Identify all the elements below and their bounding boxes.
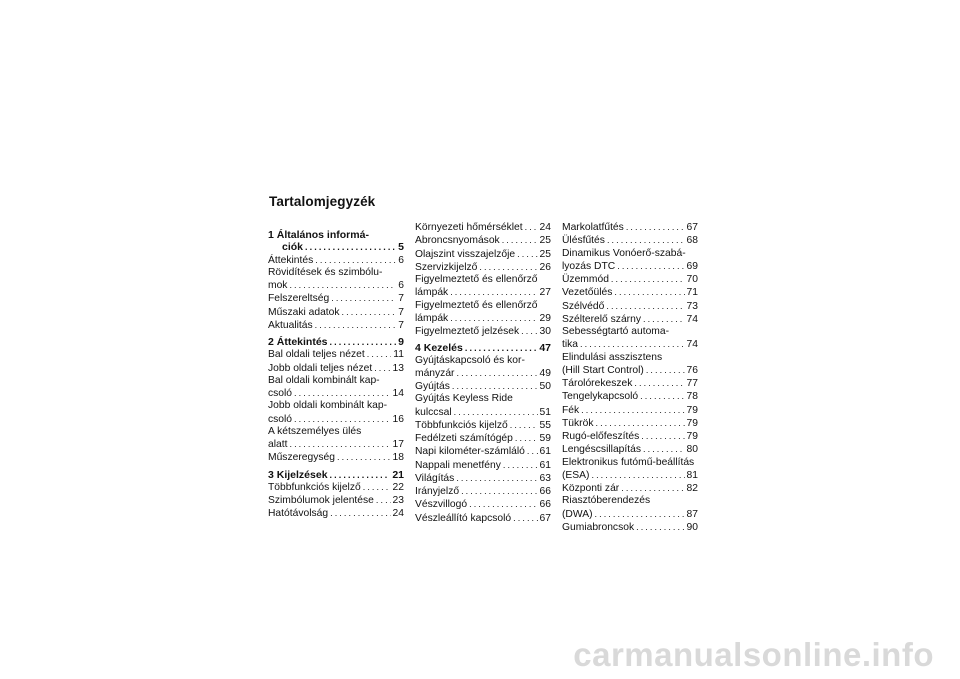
toc-chapter[interactable] (415, 342, 551, 354)
toc-column-3 (562, 221, 698, 534)
toc-entry[interactable] (562, 417, 698, 430)
toc-entry[interactable] (562, 234, 698, 247)
toc-page-number: 79 (686, 417, 698, 429)
toc-entry-title-line: Gyújtás Keyless Ride (415, 393, 513, 405)
toc-page-number: 69 (686, 260, 698, 272)
toc-entry[interactable] (415, 261, 551, 274)
dot-leader (646, 364, 685, 376)
toc-page-number: 13 (392, 362, 404, 374)
toc-entry-title: Tárolórekeszek (562, 378, 633, 389)
toc-entry-title: Ülésfűtés (562, 235, 605, 247)
toc-entry-title-line: Elektronikus futómű-beállítás (562, 456, 695, 468)
toc-entry[interactable] (415, 498, 551, 511)
toc-entry-title: Gumiabroncsok (562, 521, 635, 533)
toc-entry-title: Vészvillogó (415, 499, 468, 511)
toc-entry-title: 3 Kijelzések (268, 468, 328, 481)
toc-page-number: 71 (686, 287, 698, 299)
watermark: carmanualsonline.info (573, 636, 934, 673)
toc-entry-title: Markolatfűtés (562, 222, 624, 233)
toc-column-2 (415, 221, 551, 525)
dot-leader (452, 380, 538, 392)
dot-leader (330, 469, 391, 481)
toc-entry-title: Tengelykapcsoló (562, 391, 639, 403)
toc-chapter[interactable] (268, 229, 404, 254)
toc-entry-title: Felszereltség (268, 293, 330, 305)
toc-entry-title-line: Figyelmeztető és ellenőrző (415, 299, 538, 311)
toc-entry[interactable] (268, 451, 404, 464)
toc-page-number: 80 (686, 444, 698, 456)
toc-page-number: 26 (539, 261, 551, 273)
toc-entry-title: Vezetőülés (562, 287, 613, 299)
toc-page-number: 50 (539, 381, 551, 392)
toc-entry-title-line: Elindulási asszisztens (562, 351, 663, 363)
toc-entry-title: lámpák (415, 312, 449, 324)
toc-page-number: 9 (398, 336, 404, 348)
toc-page-number: 87 (686, 508, 698, 520)
dot-leader (634, 377, 684, 389)
toc-entry-title: Olajszint visszajelzője (415, 248, 516, 260)
dot-leader (456, 472, 537, 484)
dot-leader (643, 443, 685, 455)
toc-page-number: 25 (539, 235, 551, 247)
dot-leader (503, 459, 538, 471)
dot-leader (606, 300, 684, 312)
toc-entry-title: Lengéscsillapítás (562, 444, 641, 456)
toc-page-number: 6 (398, 254, 404, 266)
toc-page-number: 6 (398, 280, 404, 291)
toc-entry[interactable] (415, 274, 551, 300)
toc-entry-title: (DWA) (562, 508, 593, 520)
toc-entry[interactable] (268, 507, 404, 520)
toc-entry-title-line: Riasztóberendezés (562, 495, 651, 507)
dot-leader (315, 319, 397, 331)
toc-page-number: 74 (686, 339, 698, 351)
toc-entry-title: Fedélzeti számítógép (415, 433, 513, 444)
toc-entry-title: Vészleállító kapcsoló (415, 512, 512, 524)
toc-entry[interactable] (415, 485, 551, 498)
toc-entry-title: Központi zár (562, 483, 620, 494)
dot-leader (611, 273, 685, 285)
dot-leader (591, 469, 684, 481)
toc-page-number: 47 (539, 342, 551, 355)
toc-page-number: 17 (392, 439, 404, 450)
dot-leader (294, 413, 390, 425)
toc-entry-title: Gyújtás (415, 381, 450, 392)
toc-entry-title: lyozás DTC (562, 260, 616, 272)
toc-page-number: 5 (398, 241, 404, 254)
toc-entry[interactable] (415, 248, 551, 261)
toc-entry-title-line: Jobb oldali kombinált kap- (268, 400, 388, 412)
toc-entry[interactable] (562, 457, 698, 483)
toc-entry-title: Abroncsnyomások (415, 235, 500, 247)
dot-leader (607, 234, 685, 246)
toc-entry-title-line: 1 Általános informá- (268, 229, 369, 241)
toc-page-number: 24 (392, 508, 404, 520)
dot-leader (621, 482, 684, 494)
toc-page-number: 74 (686, 313, 698, 325)
toc-page-number: 51 (539, 406, 551, 418)
dot-leader (636, 521, 684, 533)
toc-page-number: 61 (539, 459, 551, 471)
toc-entry[interactable] (415, 234, 551, 247)
toc-entry-title: mok (268, 280, 288, 291)
toc-entry-title-line: Rövidítések és szimbólu- (268, 266, 383, 278)
toc-entry[interactable] (562, 430, 698, 443)
toc-entry-title: ciók (282, 241, 304, 254)
toc-page-number: 30 (539, 326, 551, 337)
toc-entry[interactable] (415, 459, 551, 472)
toc-entry[interactable] (562, 300, 698, 313)
toc-entry[interactable] (562, 377, 698, 390)
toc-entry-title: csoló (268, 388, 293, 399)
dot-leader (525, 221, 538, 233)
toc-entry[interactable] (268, 481, 404, 494)
toc-entry[interactable] (415, 300, 551, 326)
dot-leader (342, 306, 397, 318)
toc-page-number: 21 (392, 468, 404, 481)
toc-entry[interactable] (562, 286, 698, 299)
toc-page-number: 67 (539, 512, 551, 524)
dot-leader (513, 512, 537, 524)
toc-entry-title: Tükrök (562, 417, 594, 429)
toc-page-number: 79 (686, 431, 698, 442)
toc-entry[interactable] (268, 254, 404, 267)
dot-leader (450, 286, 537, 298)
dot-leader (315, 254, 396, 266)
toc-entry[interactable] (562, 352, 698, 378)
toc-entry-title: Áttekintés (268, 254, 314, 266)
toc-entry-title-line: Gyújtáskapcsoló és kor- (415, 354, 525, 366)
dot-leader (502, 234, 538, 246)
toc-entry[interactable] (268, 426, 404, 452)
toc-page-number: 68 (686, 235, 698, 247)
toc-page-number: 70 (686, 274, 698, 285)
dot-leader (521, 325, 537, 337)
toc-entry-title: tika (562, 339, 579, 351)
toc-entry-title: Bal oldali teljes nézet (268, 349, 365, 361)
dot-leader (454, 406, 538, 418)
toc-entry-title: Figyelmeztető jelzések (415, 326, 520, 337)
toc-entry-title: Rugó-előfeszítés (562, 431, 640, 442)
dot-leader (640, 390, 684, 402)
toc-entry[interactable] (415, 380, 551, 393)
dot-leader (461, 485, 537, 497)
toc-page-number: 59 (539, 433, 551, 444)
toc-entry[interactable] (562, 273, 698, 286)
dot-leader (465, 342, 537, 354)
dot-leader (330, 336, 397, 348)
toc-chapter[interactable] (268, 469, 404, 481)
toc-entry-title: kulccsal (415, 406, 452, 418)
dot-leader (527, 445, 538, 457)
toc-page-number: 22 (392, 481, 404, 493)
toc-entry-title: Környezeti hőmérséklet (415, 222, 523, 233)
page-title: Tartalomjegyzék (269, 194, 376, 209)
dot-leader (330, 507, 390, 519)
toc-entry-title: Szimbólumok jelentése (268, 495, 374, 506)
toc-entry-title: 2 Áttekintés (268, 336, 328, 348)
toc-page-number: 29 (539, 312, 551, 324)
toc-page-number: 90 (686, 521, 698, 533)
toc-page-number: 66 (539, 499, 551, 511)
toc-entry-title: Műszeregység (268, 452, 335, 464)
toc-entry-title-line: Dinamikus Vonóerő-szabá- (562, 247, 686, 259)
toc-entry-title: csoló (268, 413, 293, 425)
dot-leader (374, 362, 390, 374)
toc-entry-title: Szervizkijelző (415, 261, 478, 273)
toc-page-number: 81 (686, 469, 698, 481)
toc-entry-title: alatt (268, 439, 288, 450)
toc-entry[interactable] (268, 362, 404, 375)
toc-entry[interactable] (562, 248, 698, 274)
toc-entry[interactable] (268, 494, 404, 507)
dot-leader (614, 286, 684, 298)
toc-entry[interactable] (415, 393, 551, 419)
toc-entry-title: Műszaki adatok (268, 306, 340, 318)
toc-entry[interactable] (268, 267, 404, 293)
toc-entry[interactable] (562, 495, 698, 521)
dot-leader (641, 430, 684, 442)
toc-entry[interactable] (268, 348, 404, 361)
toc-entry[interactable] (562, 221, 698, 234)
toc-entry[interactable] (268, 319, 404, 332)
toc-entry-title: 4 Kezelés (415, 342, 463, 355)
dot-leader (289, 279, 396, 291)
toc-entry-title: (ESA) (562, 469, 590, 481)
toc-page-number: 11 (393, 349, 404, 361)
toc-chapter[interactable] (268, 336, 404, 348)
dot-leader (367, 348, 392, 360)
toc-entry[interactable] (268, 400, 404, 426)
dot-leader (363, 481, 391, 493)
toc-entry-title-line: Sebességtartó automa- (562, 326, 670, 337)
toc-page-number: 14 (392, 388, 404, 399)
toc-entry-title: Napi kilométer-számláló (415, 446, 525, 458)
toc-entry-title: (Hill Start Control) (562, 364, 644, 376)
toc-page-number: 7 (398, 293, 404, 305)
dot-leader (626, 221, 685, 233)
toc-entry-title: Irányjelző (415, 486, 460, 497)
toc-entry[interactable] (415, 445, 551, 458)
toc-entry-title: Fék (562, 404, 580, 416)
toc-column-1 (268, 229, 404, 521)
toc-entry-title: Aktualitás (268, 319, 313, 331)
toc-entry[interactable] (415, 221, 551, 234)
dot-leader (305, 241, 396, 253)
toc-page-number: 7 (398, 319, 404, 331)
toc-page-number: 61 (539, 446, 551, 458)
dot-leader (617, 260, 684, 272)
toc-entry[interactable] (415, 512, 551, 525)
toc-entry[interactable] (268, 375, 404, 401)
toc-page-number: 16 (392, 413, 404, 425)
dot-leader (595, 508, 685, 520)
dot-leader (517, 248, 537, 260)
toc-entry-title: Szélterelő szárny (562, 313, 641, 325)
toc-page-number: 7 (398, 306, 404, 318)
dot-leader (331, 292, 396, 304)
dot-leader (479, 261, 537, 273)
toc-page-number: 76 (686, 364, 698, 376)
dot-leader (580, 338, 685, 350)
dot-leader (643, 313, 685, 325)
toc-page-number: 24 (539, 222, 551, 233)
dot-leader (595, 417, 684, 429)
toc-page-number: 27 (539, 287, 551, 299)
toc-entry-title-line: A kétszemélyes ülés (268, 425, 362, 437)
toc-page-number: 63 (539, 472, 551, 484)
toc-entry-title: Üzemmód (562, 274, 609, 285)
toc-page-number: 82 (686, 483, 698, 494)
toc-page-number: 77 (686, 378, 698, 389)
dot-leader (376, 494, 391, 506)
toc-page-number: 78 (686, 391, 698, 403)
toc-entry[interactable] (562, 443, 698, 456)
toc-entry-title: Többfunkciós kijelző (415, 419, 508, 431)
dot-leader (510, 419, 538, 431)
dot-leader (289, 438, 390, 450)
toc-page-number: 67 (686, 222, 698, 233)
dot-leader (337, 451, 391, 463)
dot-leader (450, 312, 537, 324)
dot-leader (469, 498, 537, 510)
toc-entry-title: Hatótávolság (268, 508, 329, 520)
toc-page-number: 25 (539, 248, 551, 260)
dot-leader (515, 432, 538, 444)
toc-entry-title: Többfunkciós kijelző (268, 481, 361, 493)
toc-entry[interactable] (562, 482, 698, 495)
toc-entry[interactable] (268, 292, 404, 305)
toc-page-number: 55 (539, 419, 551, 431)
toc-entry-title-line: Bal oldali kombinált kap- (268, 374, 380, 386)
toc-entry-title: Jobb oldali teljes nézet (268, 362, 373, 374)
toc-entry[interactable] (562, 313, 698, 326)
toc-page-number: 73 (686, 300, 698, 312)
dot-leader (456, 367, 537, 379)
toc-page-number: 79 (686, 404, 698, 416)
toc-entry-title: lámpák (415, 287, 449, 299)
toc-entry[interactable] (415, 472, 551, 485)
toc-entry[interactable] (268, 306, 404, 319)
toc-entry[interactable] (562, 404, 698, 417)
toc-page-number: 18 (392, 452, 404, 464)
toc-entry-title: Szélvédő (562, 300, 605, 312)
toc-entry[interactable] (415, 432, 551, 445)
toc-entry[interactable] (415, 355, 551, 381)
toc-entry-title: Világítás (415, 472, 455, 484)
toc-entry-title-line: Figyelmeztető és ellenőrző (415, 274, 538, 285)
toc-page-number: 49 (539, 367, 551, 379)
toc-entry[interactable] (562, 326, 698, 352)
toc-entry-title: Nappali menetfény (415, 459, 501, 471)
toc-entry[interactable] (415, 325, 551, 338)
toc-entry[interactable] (562, 390, 698, 403)
dot-leader (294, 387, 390, 399)
toc-entry[interactable] (562, 521, 698, 534)
toc-entry-title: mányzár (415, 367, 455, 379)
toc-page-number: 23 (392, 495, 404, 506)
toc-page-number: 66 (539, 486, 551, 497)
dot-leader (581, 404, 684, 416)
toc-entry[interactable] (415, 419, 551, 432)
